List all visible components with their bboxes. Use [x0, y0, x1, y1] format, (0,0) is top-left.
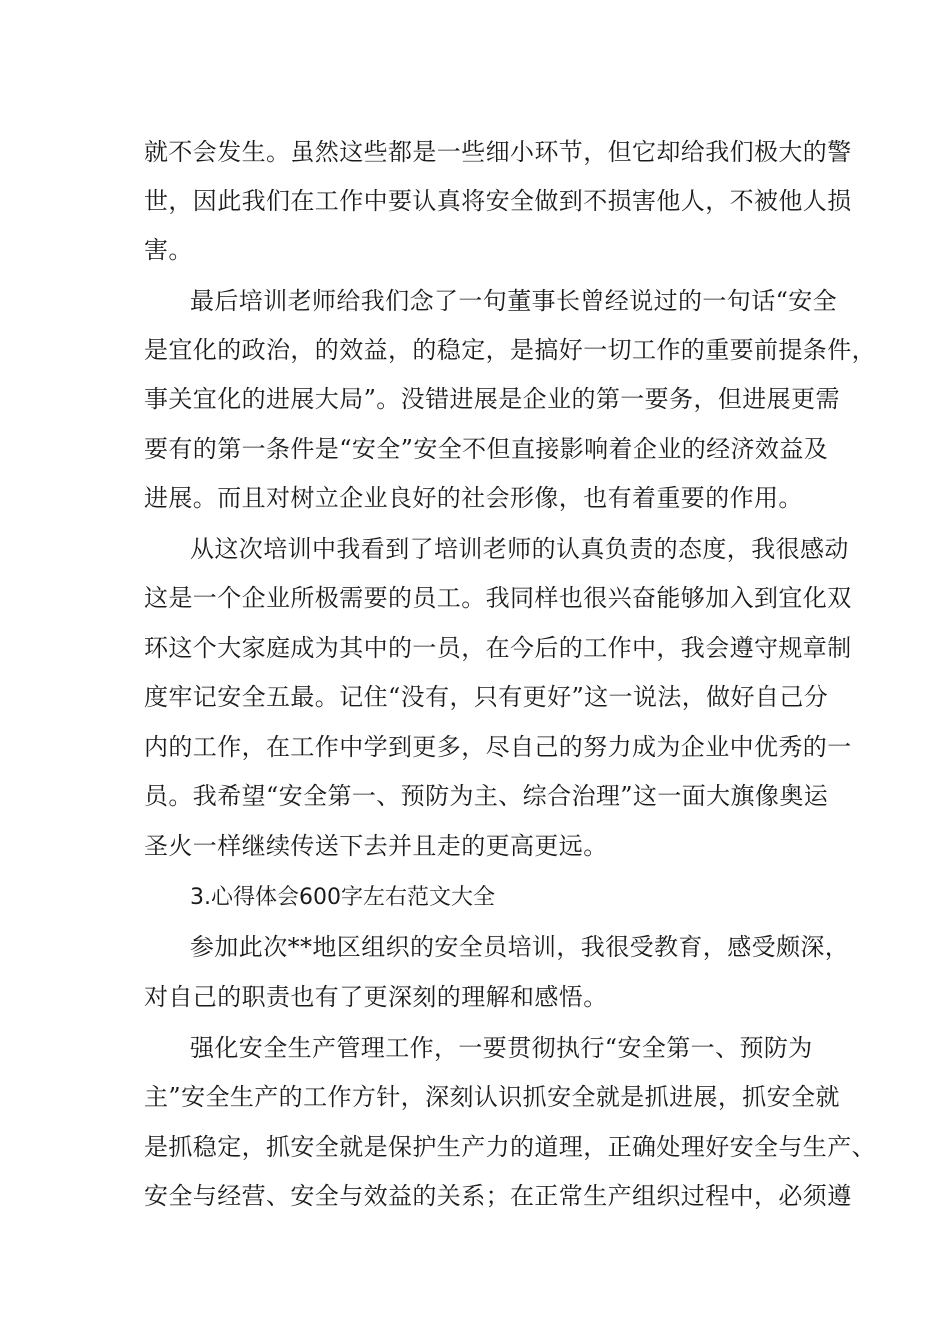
text-line: 事关宜化的进展大局”。没错进展是企业的第一要务，但进展更需	[144, 385, 840, 413]
section-heading: 3.心得体会600字左右范文大全	[190, 885, 495, 910]
text-line: 要有的第一条件是“安全”安全不但直接影响着企业的经济效益及	[144, 435, 829, 463]
paragraph-start-line: 最后培训老师给我们念了一句董事长曾经说过的一句话“安全	[190, 287, 838, 315]
text-line: 圣火一样继续传送下去并且走的更高更远。	[144, 832, 608, 860]
text-line: 是抓稳定，抓安全就是保护生产力的道理，正确处理好安全与生产、	[144, 1133, 876, 1161]
text-line: 这是一个企业所极需要的员工。我同样也很兴奋能够加入到宜化双	[144, 584, 852, 612]
text-line: 员。我希望“安全第一、预防为主、综合治理”这一面大旗像奥运	[144, 782, 829, 810]
text-line: 是宜化的政治，的效益，的稳定，是搞好一切工作的重要前提条件，	[144, 336, 876, 364]
text-line: 进展。而且对树立企业良好的社会形像，也有着重要的作用。	[144, 484, 803, 512]
text-line: 世，因此我们在工作中要认真将安全做到不损害他人，不被他人损	[144, 187, 852, 215]
paragraph-start-line: 强化安全生产管理工作，一要贯彻执行“安全第一、预防为	[190, 1034, 813, 1062]
text-line: 安全与经营、安全与效益的关系；在正常生产组织过程中，必须遵	[144, 1182, 852, 1210]
text-line: 内的工作，在工作中学到更多，尽自己的努力成为企业中优秀的一	[144, 733, 852, 761]
text-line: 度牢记安全五最。记住“没有，只有更好”这一说法，做好自己分	[144, 683, 829, 711]
text-line: 对自己的职责也有了更深刻的理解和感悟。	[144, 983, 608, 1011]
paragraph-start-line: 从这次培训中我看到了培训老师的认真负责的态度，我很感动	[190, 535, 849, 563]
text-line: 就不会发生。虽然这些都是一些细小环节，但它却给我们极大的警	[144, 138, 852, 166]
paragraph-start-line: 参加此次**地区组织的安全员培训，我很受教育，感受颇深，	[190, 933, 850, 961]
text-line: 主”安全生产的工作方针，深刻认识抓安全就是抓进展，抓安全就	[144, 1083, 840, 1111]
text-line: 害。	[144, 236, 193, 264]
text-line: 环这个大家庭成为其中的一员，在今后的工作中，我会遵守规章制	[144, 634, 852, 662]
